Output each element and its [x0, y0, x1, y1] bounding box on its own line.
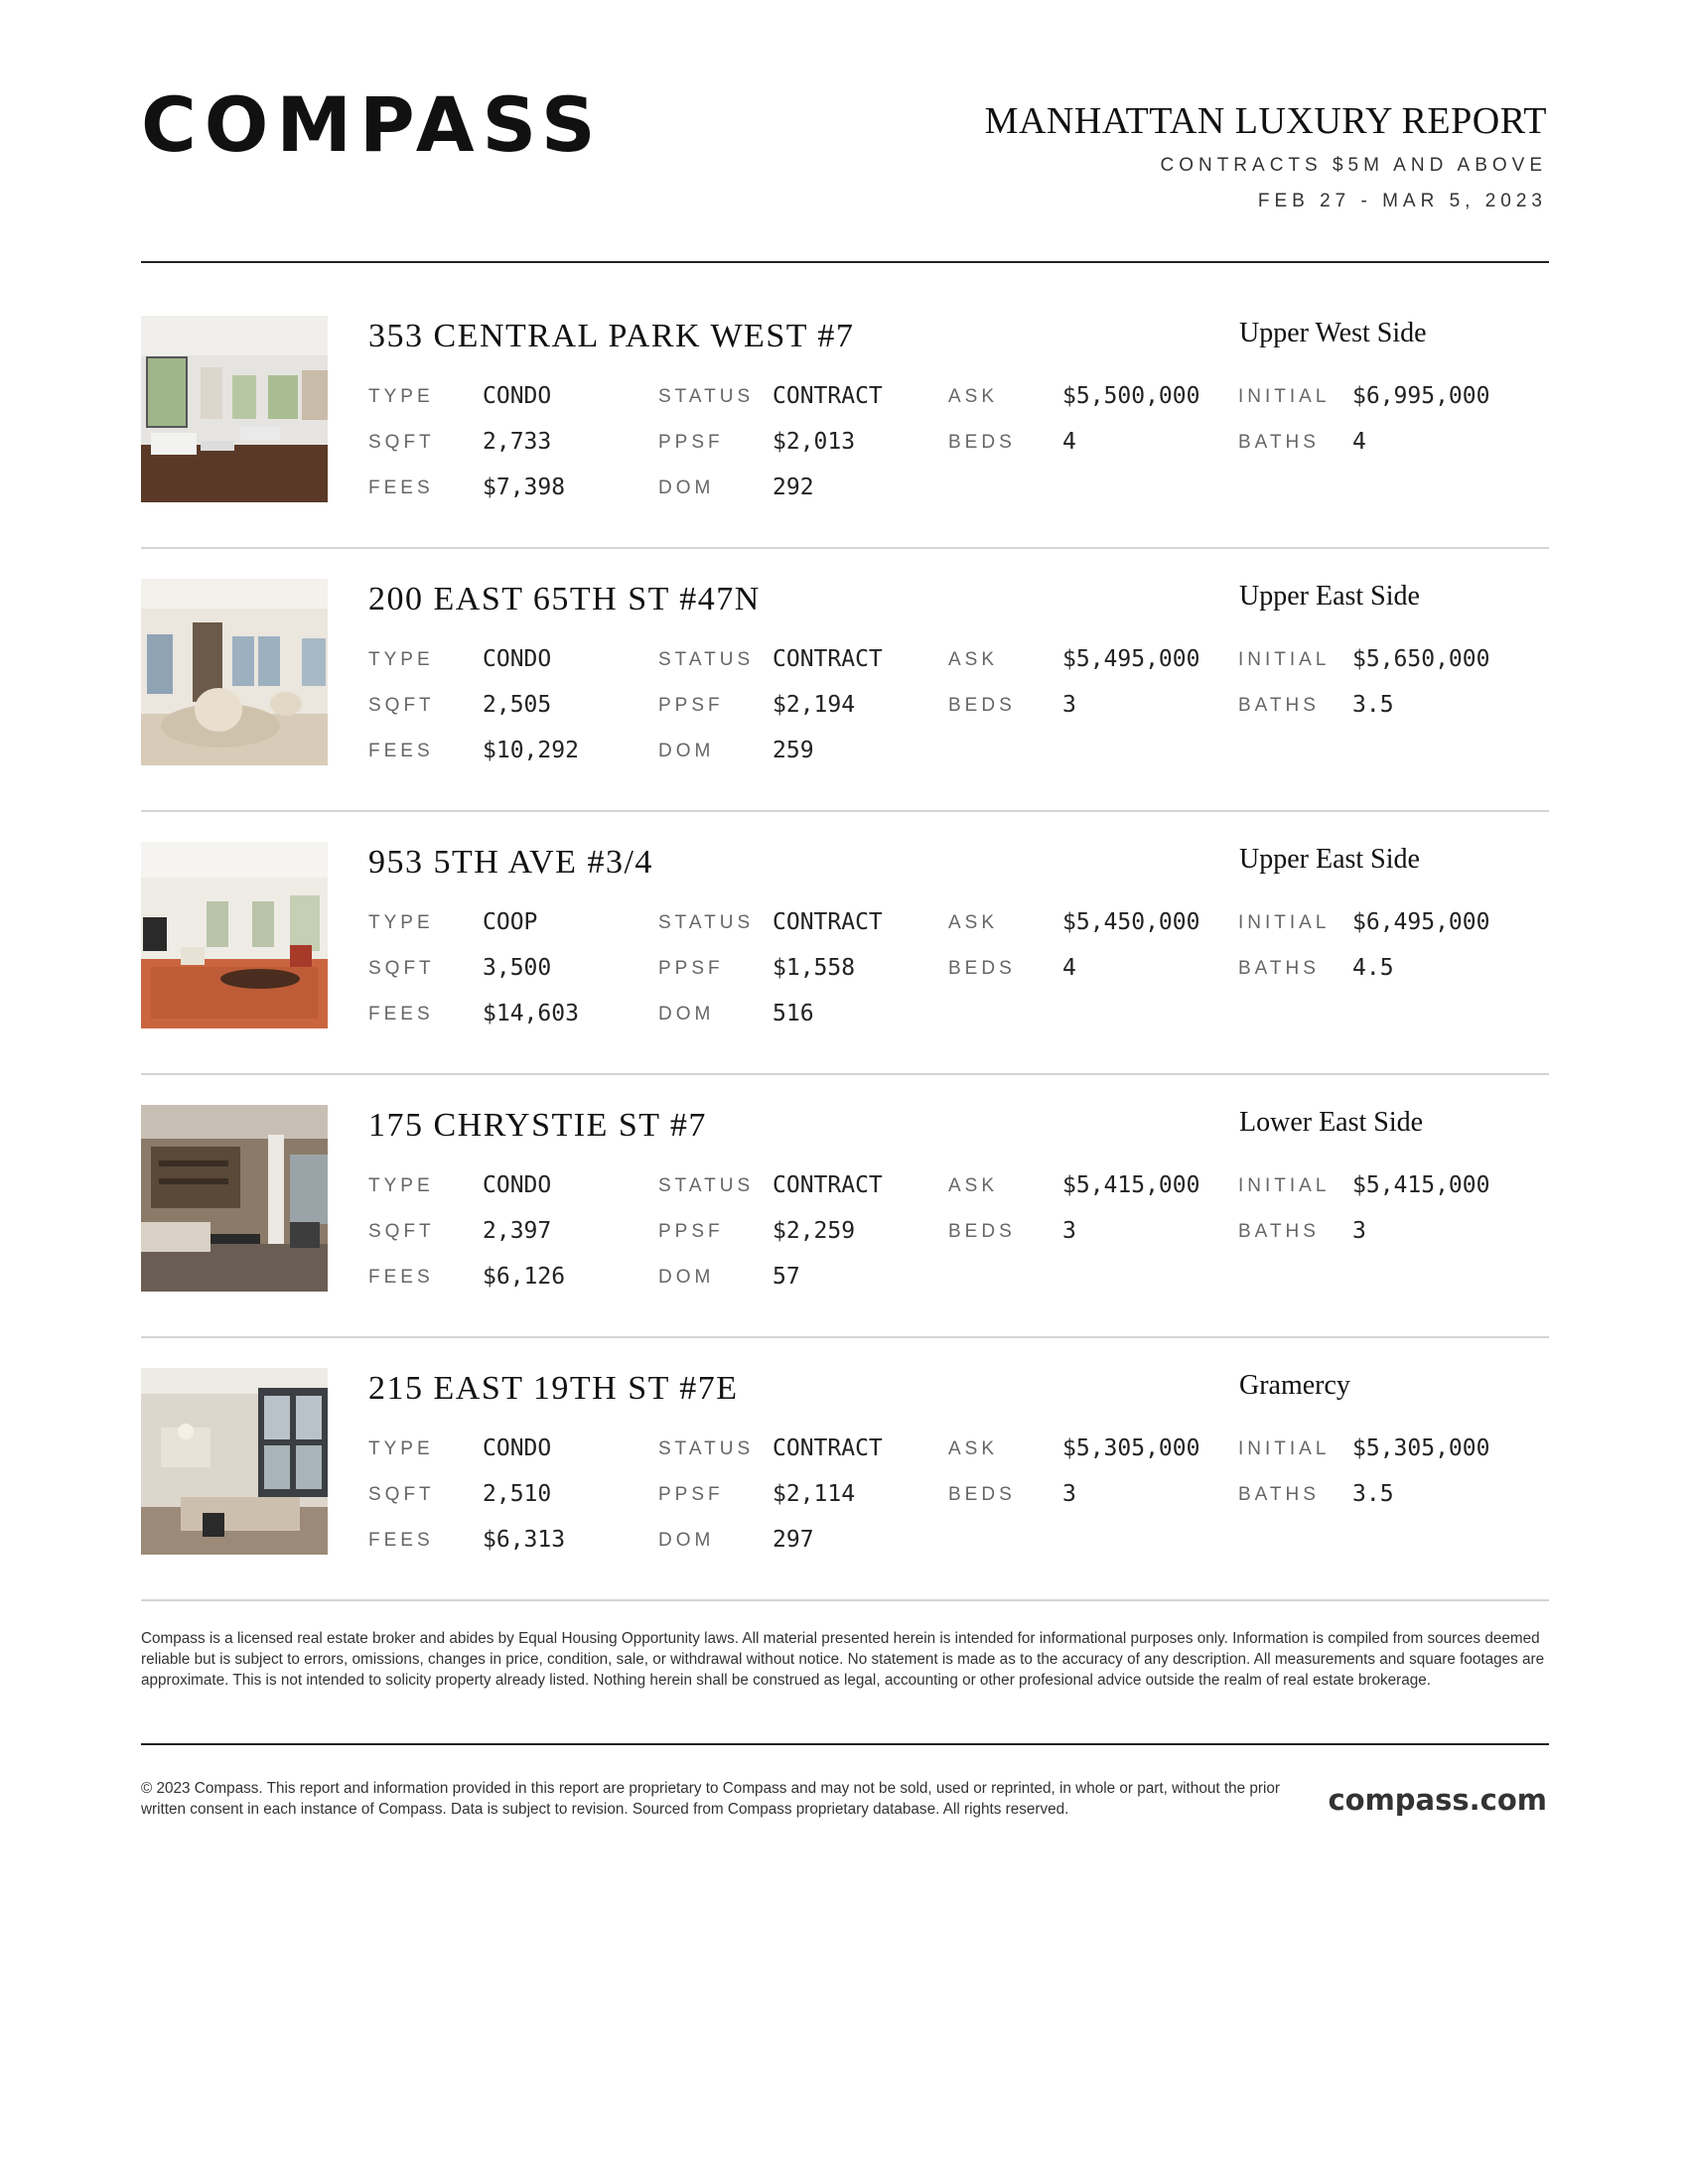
ask-label: ASK: [948, 386, 999, 407]
fees-label: FEES: [368, 741, 434, 761]
initial-value: $5,415,000: [1352, 1172, 1490, 1198]
disclaimer-text: Compass is a licensed real estate broker and abides by Equal Housing Opportunity laws. All material presented herein is intended for informational purposes only. Information is compiled from sources deemed reliable but is subject to errors, omissions, changes in price, condition, sale, or withdrawal without notice. No statement is made as to the accuracy of any description. All measurements and square footages are approximate. This is not intended to solicity property already listed. Nothing herein shall be construed as legal, accounting or other profesional advice outside the realm of real estate brokerage.: [141, 1630, 1545, 1689]
ask-value: $5,500,000: [1062, 383, 1200, 409]
sqft-value: 3,500: [483, 955, 552, 981]
dom-label: DOM: [658, 741, 715, 761]
ppsf-label: PPSF: [658, 1484, 724, 1505]
listing-row: [141, 1105, 1549, 1368]
baths-label: BATHS: [1238, 695, 1320, 716]
ask-label: ASK: [948, 912, 999, 933]
ask-label: ASK: [948, 1438, 999, 1459]
listing-address[interactable]: 175 CHRYSTIE ST #7: [368, 1107, 707, 1144]
status-value: CONTRACT: [773, 1435, 883, 1461]
status-label: STATUS: [658, 1438, 755, 1459]
type-value: CONDO: [483, 1172, 552, 1198]
type-label: TYPE: [368, 912, 434, 933]
sqft-label: SQFT: [368, 432, 435, 453]
beds-label: BEDS: [948, 432, 1016, 453]
beds-label: BEDS: [948, 695, 1016, 716]
baths-label: BATHS: [1238, 432, 1320, 453]
dom-label: DOM: [658, 1530, 715, 1551]
status-value: CONTRACT: [773, 909, 883, 935]
listings: [141, 316, 1549, 1631]
dom-value: 516: [773, 1001, 814, 1026]
listing-neighborhood: Gramercy: [1239, 1370, 1350, 1401]
type-label: TYPE: [368, 649, 434, 670]
fees-label: FEES: [368, 1267, 434, 1288]
ppsf-label: PPSF: [658, 958, 724, 979]
compass-logo: COMPASS: [141, 80, 604, 169]
listing-row: [141, 1368, 1549, 1631]
baths-value: 3: [1352, 1218, 1366, 1244]
ask-value: $5,495,000: [1062, 646, 1200, 672]
ask-label: ASK: [948, 649, 999, 670]
listing-row: [141, 842, 1549, 1105]
sqft-label: SQFT: [368, 958, 435, 979]
ppsf-value: $1,558: [773, 955, 856, 981]
listing-photo[interactable]: [141, 1368, 328, 1555]
status-value: CONTRACT: [773, 1172, 883, 1198]
baths-value: 4.5: [1352, 955, 1394, 981]
listing-divider: [141, 547, 1549, 549]
status-label: STATUS: [658, 1175, 755, 1196]
copyright-text: © 2023 Compass. This report and information provided in this report are proprietary to Compass and may not be sold, used or reprinted, in whole or part, without the prior written consent in each instance of Compass. Data is subject to revision. Sourced from Compass proprietary database. All rights reserved.: [141, 1780, 1280, 1818]
beds-label: BEDS: [948, 1221, 1016, 1242]
baths-value: 3.5: [1352, 1481, 1394, 1507]
sqft-value: 2,510: [483, 1481, 552, 1507]
status-label: STATUS: [658, 649, 755, 670]
dom-value: 57: [773, 1264, 800, 1290]
listing-photo[interactable]: [141, 316, 328, 502]
listing-divider: [141, 810, 1549, 812]
fees-value: $14,603: [483, 1001, 579, 1026]
initial-value: $5,305,000: [1352, 1435, 1490, 1461]
initial-value: $6,995,000: [1352, 383, 1490, 409]
listing-row: [141, 579, 1549, 842]
baths-value: 4: [1352, 429, 1366, 455]
sqft-label: SQFT: [368, 695, 435, 716]
ppsf-label: PPSF: [658, 432, 724, 453]
report-date-range: FEB 27 - MAR 5, 2023: [1257, 191, 1547, 211]
listing-neighborhood: Upper East Side: [1239, 844, 1420, 875]
listing-address[interactable]: 200 EAST 65TH ST #47N: [368, 581, 761, 617]
type-value: CONDO: [483, 383, 552, 409]
fees-label: FEES: [368, 478, 434, 498]
baths-value: 3.5: [1352, 692, 1394, 718]
baths-label: BATHS: [1238, 1484, 1320, 1505]
report-title: MANHATTAN LUXURY REPORT: [984, 100, 1547, 142]
ask-value: $5,305,000: [1062, 1435, 1200, 1461]
listing-photo[interactable]: [141, 842, 328, 1028]
type-value: COOP: [483, 909, 538, 935]
dom-value: 297: [773, 1527, 814, 1553]
beds-value: 3: [1062, 1481, 1076, 1507]
ask-label: ASK: [948, 1175, 999, 1196]
baths-label: BATHS: [1238, 1221, 1320, 1242]
beds-label: BEDS: [948, 1484, 1016, 1505]
listing-divider: [141, 1336, 1549, 1338]
listing-divider: [141, 1073, 1549, 1075]
status-label: STATUS: [658, 386, 755, 407]
ppsf-value: $2,194: [773, 692, 856, 718]
listing-neighborhood: Lower East Side: [1239, 1107, 1424, 1138]
initial-label: INITIAL: [1238, 649, 1331, 670]
report-subtitle: CONTRACTS $5M AND ABOVE: [1160, 155, 1547, 176]
listing-photo[interactable]: [141, 1105, 328, 1292]
listing-divider: [141, 1599, 1549, 1601]
ppsf-label: PPSF: [658, 1221, 724, 1242]
listing-address[interactable]: 353 CENTRAL PARK WEST #7: [368, 318, 855, 354]
ask-value: $5,450,000: [1062, 909, 1200, 935]
type-label: TYPE: [368, 1438, 434, 1459]
initial-value: $5,650,000: [1352, 646, 1490, 672]
initial-label: INITIAL: [1238, 1438, 1331, 1459]
sqft-label: SQFT: [368, 1484, 435, 1505]
listing-address[interactable]: 215 EAST 19TH ST #7E: [368, 1370, 739, 1407]
listing-row: [141, 316, 1549, 579]
sqft-value: 2,505: [483, 692, 552, 718]
listing-neighborhood: Upper West Side: [1239, 318, 1427, 348]
type-value: CONDO: [483, 646, 552, 672]
status-value: CONTRACT: [773, 646, 883, 672]
fees-value: $10,292: [483, 738, 579, 763]
dom-label: DOM: [658, 1004, 715, 1024]
fees-label: FEES: [368, 1004, 434, 1024]
listing-address[interactable]: 953 5TH AVE #3/4: [368, 844, 653, 881]
sqft-value: 2,397: [483, 1218, 552, 1244]
fees-value: $6,126: [483, 1264, 566, 1290]
header-divider: [141, 261, 1549, 263]
type-value: CONDO: [483, 1435, 552, 1461]
status-value: CONTRACT: [773, 383, 883, 409]
dom-label: DOM: [658, 478, 715, 498]
ppsf-value: $2,259: [773, 1218, 856, 1244]
initial-label: INITIAL: [1238, 912, 1331, 933]
ppsf-value: $2,013: [773, 429, 856, 455]
beds-value: 3: [1062, 692, 1076, 718]
beds-value: 3: [1062, 1218, 1076, 1244]
sqft-label: SQFT: [368, 1221, 435, 1242]
initial-label: INITIAL: [1238, 1175, 1331, 1196]
ask-value: $5,415,000: [1062, 1172, 1200, 1198]
fees-label: FEES: [368, 1530, 434, 1551]
initial-value: $6,495,000: [1352, 909, 1490, 935]
dom-value: 292: [773, 475, 814, 500]
ppsf-label: PPSF: [658, 695, 724, 716]
status-label: STATUS: [658, 912, 755, 933]
ppsf-value: $2,114: [773, 1481, 856, 1507]
type-label: TYPE: [368, 386, 434, 407]
website-link[interactable]: compass.com: [1328, 1783, 1547, 1817]
beds-value: 4: [1062, 429, 1076, 455]
sqft-value: 2,733: [483, 429, 552, 455]
type-label: TYPE: [368, 1175, 434, 1196]
beds-label: BEDS: [948, 958, 1016, 979]
beds-value: 4: [1062, 955, 1076, 981]
listing-photo[interactable]: [141, 579, 328, 765]
footer-divider: [141, 1743, 1549, 1745]
listing-neighborhood: Upper East Side: [1239, 581, 1420, 612]
dom-label: DOM: [658, 1267, 715, 1288]
dom-value: 259: [773, 738, 814, 763]
baths-label: BATHS: [1238, 958, 1320, 979]
fees-value: $6,313: [483, 1527, 566, 1553]
fees-value: $7,398: [483, 475, 566, 500]
initial-label: INITIAL: [1238, 386, 1331, 407]
